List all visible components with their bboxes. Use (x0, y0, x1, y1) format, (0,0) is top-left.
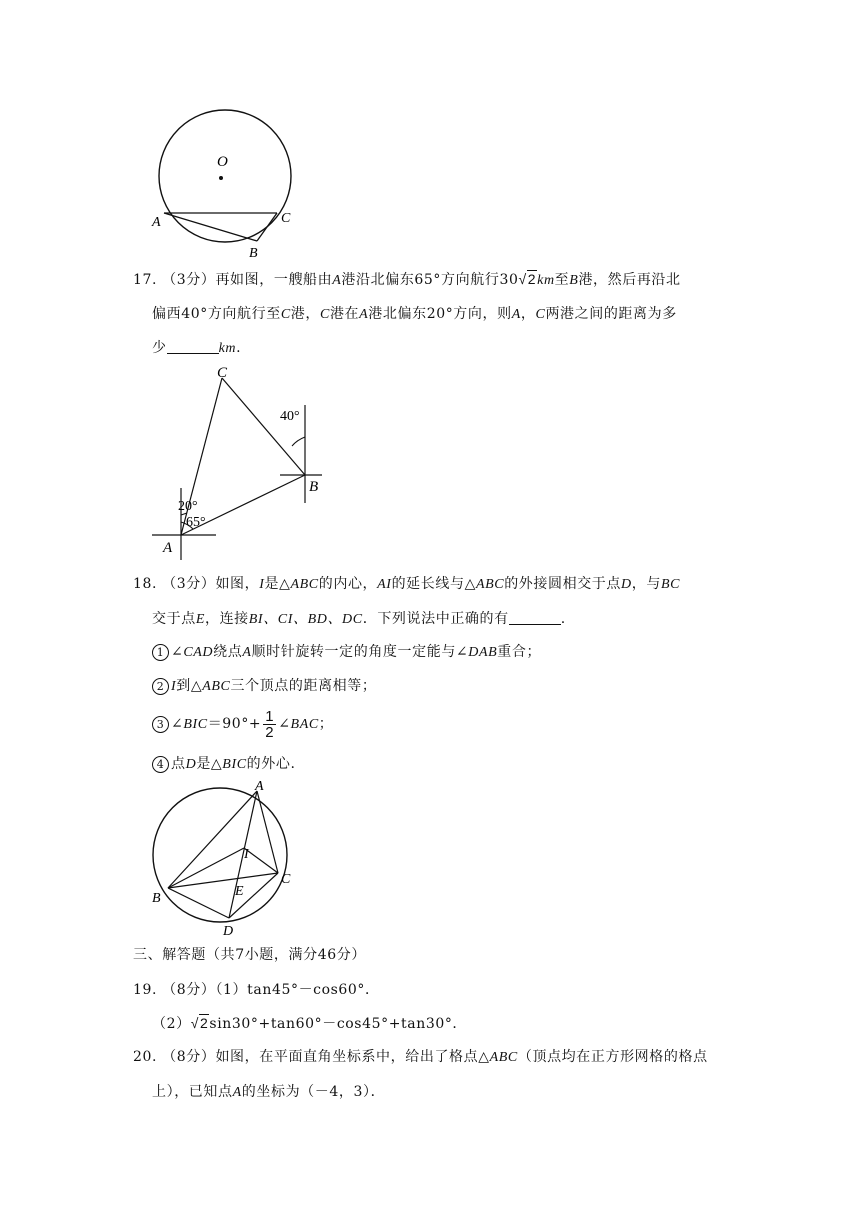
angle-label-40: 40° (280, 409, 300, 424)
label-d: D (223, 924, 234, 939)
segment-ac (257, 791, 278, 873)
angle-label-20: 20° (178, 499, 198, 514)
q17-score: （3分） (162, 272, 216, 288)
label-o: O (217, 154, 228, 170)
q17-line-3: 少 km. (152, 340, 242, 356)
chord-ab (164, 213, 257, 241)
circled-number-3: 3 (152, 716, 169, 733)
segment-bc (168, 873, 278, 888)
figure-q16-circle (140, 96, 310, 266)
q19-score: （8分） (162, 982, 216, 998)
label-c: C (281, 872, 291, 887)
angle-label-65: 65° (186, 515, 206, 530)
circumcircle (153, 788, 287, 922)
q18-option-3: 3 ∠BIC＝90°+ $\frac{1}{2}$ ∠BAC； (152, 706, 333, 743)
q19-line-2: （2）√2sin30°+tan60°－cos45°+tan30°． (152, 1015, 468, 1032)
label-a: A (163, 540, 173, 556)
sqrt-symbol: √2 (518, 271, 537, 287)
label-b: B (309, 479, 319, 495)
circled-number-2: 2 (152, 678, 169, 695)
q17-number: 17. (133, 272, 158, 288)
q18-number: 18. (133, 576, 158, 592)
fraction-one-half: $\frac{1}{2}$ (265, 707, 275, 741)
q19-number: 19. (133, 982, 158, 998)
q18-option-4: 4 点D是△BIC的外心. (152, 754, 296, 775)
segment-cb (222, 378, 305, 475)
answer-blank-q18[interactable] (509, 610, 561, 625)
segment-ab (168, 791, 257, 888)
segment-bd (168, 888, 229, 918)
label-c: C (217, 365, 228, 381)
center-point-o (219, 176, 223, 180)
label-c: C (281, 211, 291, 226)
figure-q18-circumcircle (140, 778, 310, 940)
label-i: I (244, 847, 249, 862)
q20-line-2: 上），已知点A的坐标为（－4，3）． (152, 1084, 386, 1100)
q20-score: （8分） (162, 1049, 216, 1065)
label-b: B (152, 891, 161, 906)
label-a: A (255, 779, 264, 794)
q20-line-1: 20. （8分）如图，在平面直角坐标系中，给出了格点△ABC（顶点均在正方形网格的格点 (133, 1049, 708, 1065)
q18-option-1: 1 ∠CAD绕点A顺时针旋转一定的角度一定能与∠DAB重合； (152, 642, 541, 663)
label-b: B (249, 246, 258, 261)
q17-line-1: 17. （3分）再如图，一艘船由A港沿北偏东65°方向航行30√2km至B港，然后再沿北 (133, 271, 681, 288)
figure-q17-navigation (148, 360, 338, 565)
q18-line-1: 18. （3分）如图，I是△ABC的内心，AI的延长线与△ABC的外接圆相交于点D，与BC (133, 576, 681, 592)
angle-arc-40 (292, 437, 305, 446)
q18-option-2: 2 I到△ABC三个顶点的距离相等； (152, 676, 376, 697)
circled-number-1: 1 (152, 644, 169, 661)
q17-line-2: 偏西40°方向航行至C港，C港在A港北偏东20°方向，则A，C两港之间的距离为多 (152, 306, 677, 322)
label-e: E (235, 884, 244, 899)
q19-line-1: 19. （8分）（1）tan45°－cos60°． (133, 982, 380, 998)
q18-score: （3分） (162, 576, 216, 592)
circled-number-4: 4 (152, 756, 169, 773)
label-a: A (152, 215, 161, 230)
q20-number: 20. (133, 1049, 158, 1065)
segment-bi (168, 848, 244, 888)
section-3-heading: 三、解答题（共7小题，满分46分） (133, 947, 366, 963)
chord-bc (257, 213, 277, 241)
q18-line-2: 交于点E，连接BI、CI、BD、DC．下列说法中正确的有 . (152, 611, 566, 627)
answer-blank-q17[interactable] (167, 339, 219, 354)
sqrt-symbol: √2 (190, 1015, 209, 1031)
